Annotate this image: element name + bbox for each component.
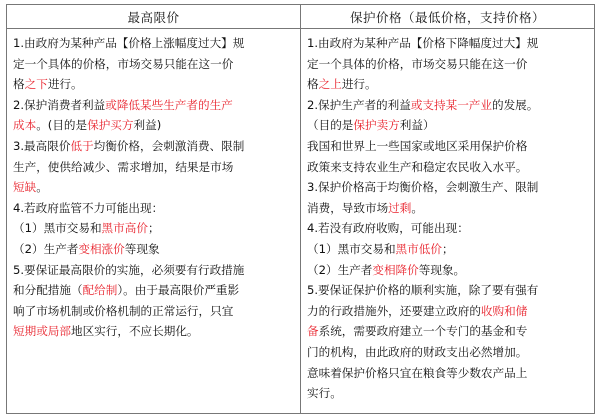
header-row [7,5,595,29]
text-line [307,301,588,322]
text-segment: 格 [13,77,25,92]
text-segment: 消费，导致市场 [307,200,389,215]
text-line [13,218,294,239]
text-line [307,218,588,239]
text-line [13,136,294,157]
highlighted-text: 变相涨价 [78,241,125,256]
text-line [13,280,294,301]
header-price-ceiling: 最高限价 [7,5,301,29]
text-line [307,115,588,136]
text-segment: 进行。 [341,77,377,92]
highlighted-text: 变相降价 [372,262,419,277]
text-line [307,74,588,95]
highlighted-text: 保护买方 [87,118,134,133]
text-segment: 响了市场机制或价格机制的正常运行，只宜 [13,303,234,318]
text-segment: 。 [411,200,423,215]
text-segment: 门的机构，由此政府的财政支出必然增加。 [307,344,528,359]
text-line [307,280,588,301]
text-line [13,33,294,54]
text-segment: 等现象 [124,241,160,256]
text-segment: 定一个具体的价格，市场交易只能在这一价 [13,56,234,71]
text-segment: ）。由于最高限价严重影 [117,283,240,298]
text-line [307,383,588,404]
text-segment: 政策来支持农业生产和稳定农民收入水平。 [307,159,528,174]
text-segment: 利益） [399,118,435,133]
text-segment: 1.由政府为某种产品【价格下降幅度过大】规 [307,36,539,50]
text-segment: ； [441,241,454,256]
text-line [13,95,294,116]
text-line [307,198,588,219]
text-segment: 。 [36,180,48,195]
text-line [307,321,588,342]
text-line [13,321,294,342]
text-segment: 地区实行，不应长期化。 [70,324,199,339]
text-segment: 意味着保护价格只宜在粮食等少数农产品上 [307,365,528,380]
text-line [307,33,588,54]
text-segment: （1）黑市交易和 [307,241,396,256]
header-price-floor: 保护价格（最低价格，支持价格） [301,5,595,29]
highlighted-text: 保护卖方 [353,118,400,133]
highlighted-text: 黑市高价 [101,221,148,236]
text-line [307,239,588,260]
text-line [307,342,588,363]
text-segment: （目的是 [307,118,354,133]
highlighted-text: 配给制 [82,283,118,298]
comparison-table [6,4,595,414]
text-line [307,54,588,75]
text-line [13,260,294,281]
text-segment: ； [147,221,160,236]
text-line [307,363,588,384]
body-row [7,29,595,414]
highlighted-text: 或降低某些生产者的生产 [105,97,233,112]
text-line [13,74,294,95]
text-segment: 的发展。 [491,97,539,112]
text-segment: 。(目的是 [36,118,88,133]
price-ceiling-text [7,29,300,344]
text-segment: 定一个具体的价格，市场交易只能在这一价 [307,56,528,71]
text-segment: 和分配措施（ [13,283,83,298]
price-ceiling-cell [7,29,301,414]
text-line [307,95,588,116]
highlighted-text: 之上 [318,77,342,92]
highlighted-text: 短缺 [13,180,37,195]
highlighted-text: 之下 [24,77,48,92]
text-line [13,115,294,136]
text-segment: 4.若没有政府收购，可能出现： [307,221,469,236]
text-line [307,177,588,198]
highlighted-text: 或支持某一产业 [410,97,492,112]
text-segment: 等现象。 [418,262,466,277]
text-segment: （1）黑市交易和 [13,221,102,236]
text-line [13,54,294,75]
text-segment: （2）生产者 [13,241,79,256]
highlighted-text: 过剩 [388,200,412,215]
text-line [13,301,294,322]
text-segment: 3.最高限价 [13,138,71,153]
highlighted-text: 短期或局部 [13,324,71,339]
text-segment: 实行。 [307,386,342,401]
text-line [13,157,294,178]
text-segment: 格 [307,77,319,92]
text-segment: 5.要保证保护价格的顺利实施，除了要有强有 [307,283,539,298]
text-segment: 进行。 [47,77,83,92]
text-segment: 4.若政府监管不力可能出现： [13,200,164,215]
text-segment: 2.保护生产者的利益 [307,97,411,112]
highlighted-text: 黑市低价 [395,241,442,256]
text-line [307,260,588,281]
highlighted-text: 收购和储 [480,303,528,318]
text-segment: 5.要保证最高限价的实施，必须要有行政措施 [13,262,245,277]
text-line [13,177,294,198]
text-line [307,136,588,157]
text-segment: 利益) [133,118,162,133]
text-segment: 均衡价格，会刺激消费、限制 [93,138,245,153]
text-line [13,239,294,260]
price-floor-text [301,29,594,406]
text-segment: 2.保护消费者利益 [13,97,106,112]
text-line [307,157,588,178]
text-segment: 我国和世界上一些国家或地区采用保护价格 [307,138,528,153]
highlighted-text: 备 [307,324,319,339]
text-segment: 系统，需要政府建立一个专门的基金和专 [318,324,528,339]
text-segment: （2）生产者 [307,262,373,277]
text-segment: 1.由政府为某种产品【价格上涨幅度过大】规 [13,36,245,50]
text-line [13,198,294,219]
text-segment: 3.保护价格高于均衡价格，会刺激生产、限制 [307,180,539,195]
highlighted-text: 低于 [70,138,94,153]
text-segment: 生产，使供给减少、需求增加，结果是市场 [13,159,234,174]
price-floor-cell [301,29,595,414]
text-segment: 力的行政措施外，还要建立政府的 [307,303,481,318]
highlighted-text: 成本 [13,118,37,133]
